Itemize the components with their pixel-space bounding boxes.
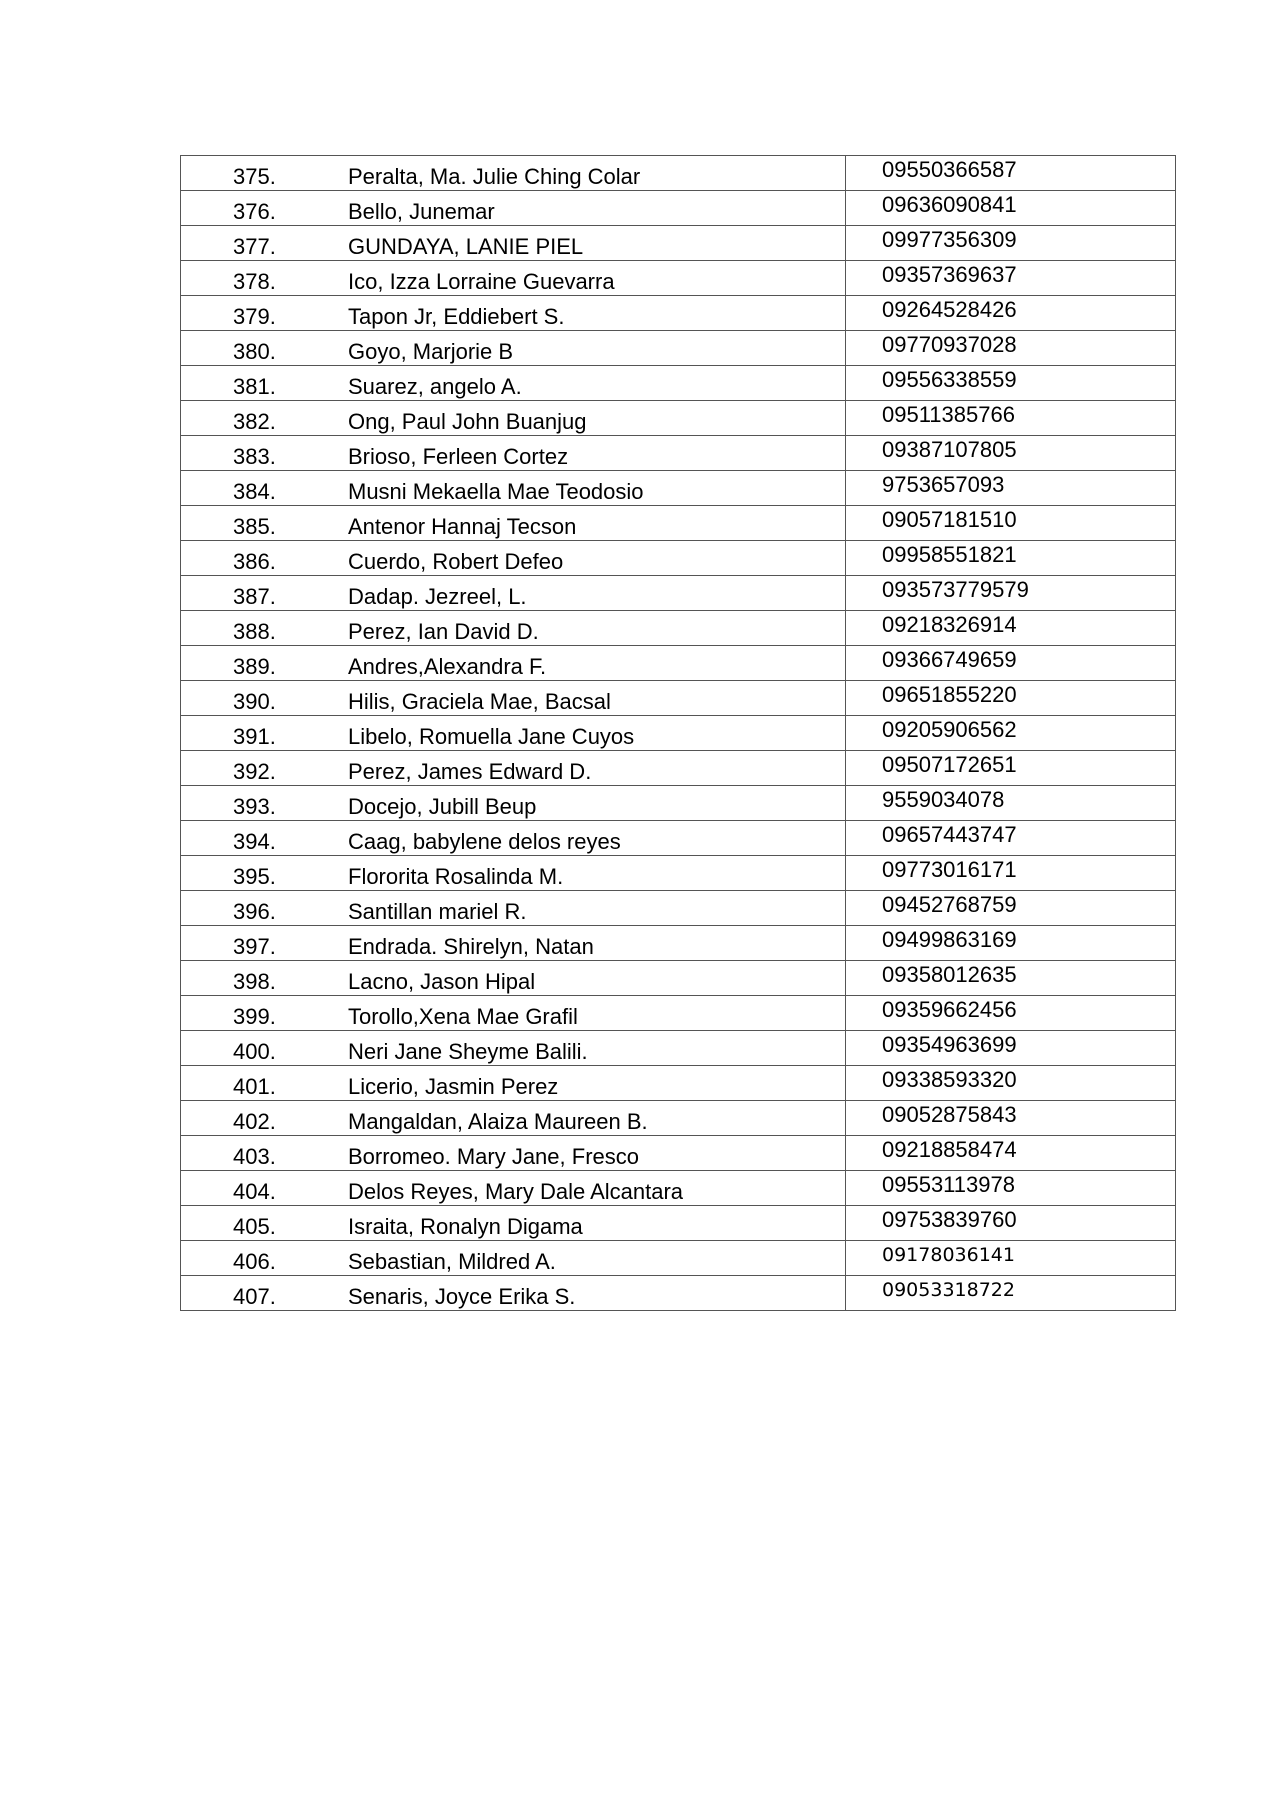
name-cell — [181, 576, 846, 611]
phone-number: 09499863169 — [846, 926, 1176, 961]
name-cell — [181, 401, 846, 436]
table-row — [181, 541, 1176, 576]
name-cell — [181, 786, 846, 821]
phone-number: 09366749659 — [846, 646, 1176, 681]
phone-number: 9753657093 — [846, 471, 1176, 506]
row-number: 398. — [233, 969, 276, 994]
row-number: 378. — [233, 269, 276, 294]
roster-table — [180, 155, 1176, 1311]
row-number: 382. — [233, 409, 276, 434]
person-name: GUNDAYA, LANIE PIEL — [348, 234, 584, 259]
table-row — [181, 786, 1176, 821]
row-number: 381. — [233, 374, 276, 399]
row-number: 386. — [233, 549, 276, 574]
phone-number: 09178036141 — [846, 1241, 1176, 1276]
phone-number: 09354963699 — [846, 1031, 1176, 1066]
person-name: Musni Mekaella Mae Teodosio — [348, 479, 644, 504]
person-name: Caag, babylene delos reyes — [348, 829, 621, 854]
person-name: Delos Reyes, Mary Dale Alcantara — [348, 1179, 684, 1204]
person-name: Brioso, Ferleen Cortez — [348, 444, 569, 469]
row-number: 402. — [233, 1109, 276, 1134]
row-number: 393. — [233, 794, 276, 819]
person-name: Cuerdo, Robert Defeo — [348, 549, 564, 574]
name-cell — [181, 751, 846, 786]
name-cell — [181, 506, 846, 541]
row-number: 380. — [233, 339, 276, 364]
person-name: Perez, James Edward D. — [348, 759, 592, 784]
phone-number: 09977356309 — [846, 226, 1176, 261]
table-row — [181, 471, 1176, 506]
table-row — [181, 996, 1176, 1031]
phone-number: 09958551821 — [846, 541, 1176, 576]
person-name: Ico, Izza Lorraine Guevarra — [348, 269, 615, 294]
phone-number: 09052875843 — [846, 1101, 1176, 1136]
phone-number: 09770937028 — [846, 331, 1176, 366]
name-cell — [181, 891, 846, 926]
row-number: 399. — [233, 1004, 276, 1029]
row-number: 389. — [233, 654, 276, 679]
name-cell — [181, 961, 846, 996]
row-number: 404. — [233, 1179, 276, 1204]
name-cell — [181, 471, 846, 506]
row-number: 377. — [233, 234, 276, 259]
row-number: 388. — [233, 619, 276, 644]
phone-number: 09359662456 — [846, 996, 1176, 1031]
phone-number: 09205906562 — [846, 716, 1176, 751]
table-row — [181, 1066, 1176, 1101]
name-cell — [181, 926, 846, 961]
name-cell — [181, 1136, 846, 1171]
phone-number: 9559034078 — [846, 786, 1176, 821]
table-row — [181, 261, 1176, 296]
person-name: Dadap. Jezreel, L. — [348, 584, 527, 609]
name-cell — [181, 296, 846, 331]
phone-number: 09358012635 — [846, 961, 1176, 996]
table-row — [181, 366, 1176, 401]
table-row — [181, 1241, 1176, 1276]
table-row — [181, 1101, 1176, 1136]
phone-number: 09651855220 — [846, 681, 1176, 716]
person-name: Flororita Rosalinda M. — [348, 864, 564, 889]
row-number: 383. — [233, 444, 276, 469]
row-number: 397. — [233, 934, 276, 959]
table-row — [181, 436, 1176, 471]
phone-number: 09657443747 — [846, 821, 1176, 856]
table-row — [181, 646, 1176, 681]
table-row — [181, 751, 1176, 786]
row-number: 403. — [233, 1144, 276, 1169]
person-name: Mangaldan, Alaiza Maureen B. — [348, 1109, 648, 1134]
table-row — [181, 401, 1176, 436]
table-row — [181, 611, 1176, 646]
table-row — [181, 1206, 1176, 1241]
person-name: Peralta, Ma. Julie Ching Colar — [348, 164, 641, 189]
name-cell — [181, 1066, 846, 1101]
name-cell — [181, 1241, 846, 1276]
name-cell — [181, 996, 846, 1031]
phone-number: 09753839760 — [846, 1206, 1176, 1241]
person-name: Docejo, Jubill Beup — [348, 794, 537, 819]
name-cell — [181, 226, 846, 261]
phone-number: 093573779579 — [846, 576, 1176, 611]
phone-number: 09773016171 — [846, 856, 1176, 891]
phone-number: 09636090841 — [846, 191, 1176, 226]
roster-table-body — [181, 156, 1176, 1311]
row-number: 392. — [233, 759, 276, 784]
name-cell — [181, 366, 846, 401]
table-row — [181, 681, 1176, 716]
person-name: Antenor Hannaj Tecson — [348, 514, 577, 539]
table-row — [181, 576, 1176, 611]
row-number: 395. — [233, 864, 276, 889]
person-name: Licerio, Jasmin Perez — [348, 1074, 559, 1099]
phone-number: 09264528426 — [846, 296, 1176, 331]
row-number: 384. — [233, 479, 276, 504]
phone-number: 09511385766 — [846, 401, 1176, 436]
phone-number: 09218858474 — [846, 1136, 1176, 1171]
row-number: 375. — [233, 164, 276, 189]
person-name: Libelo, Romuella Jane Cuyos — [348, 724, 635, 749]
table-row — [181, 1276, 1176, 1311]
row-number: 387. — [233, 584, 276, 609]
table-row — [181, 891, 1176, 926]
name-cell — [181, 436, 846, 471]
phone-number: 09452768759 — [846, 891, 1176, 926]
name-cell — [181, 716, 846, 751]
name-cell — [181, 1101, 846, 1136]
person-name: Suarez, angelo A. — [348, 374, 522, 399]
row-number: 405. — [233, 1214, 276, 1239]
phone-number: 09338593320 — [846, 1066, 1176, 1101]
person-name: Endrada. Shirelyn, Natan — [348, 934, 594, 959]
phone-number: 09553113978 — [846, 1171, 1176, 1206]
person-name: Torollo,Xena Mae Grafil — [348, 1004, 578, 1029]
name-cell — [181, 1206, 846, 1241]
person-name: Ong, Paul John Buanjug — [348, 409, 587, 434]
name-cell — [181, 646, 846, 681]
phone-number: 09556338559 — [846, 366, 1176, 401]
person-name: Senaris, Joyce Erika S. — [348, 1284, 576, 1309]
phone-number: 09507172651 — [846, 751, 1176, 786]
table-row — [181, 506, 1176, 541]
table-row — [181, 331, 1176, 366]
person-name: Perez, Ian David D. — [348, 619, 539, 644]
row-number: 400. — [233, 1039, 276, 1064]
row-number: 406. — [233, 1249, 276, 1274]
person-name: Lacno, Jason Hipal — [348, 969, 536, 994]
phone-number: 09057181510 — [846, 506, 1176, 541]
phone-number: 09387107805 — [846, 436, 1176, 471]
table-row — [181, 856, 1176, 891]
phone-number: 09357369637 — [846, 261, 1176, 296]
table-row — [181, 1136, 1176, 1171]
person-name: Bello, Junemar — [348, 199, 495, 224]
name-cell — [181, 541, 846, 576]
name-cell — [181, 1276, 846, 1311]
name-cell — [181, 1171, 846, 1206]
row-number: 390. — [233, 689, 276, 714]
name-cell — [181, 611, 846, 646]
phone-number: 09053318722 — [846, 1276, 1176, 1311]
phone-number: 09550366587 — [846, 156, 1176, 191]
name-cell — [181, 191, 846, 226]
row-number: 379. — [233, 304, 276, 329]
table-row — [181, 1031, 1176, 1066]
name-cell — [181, 156, 846, 191]
row-number: 407. — [233, 1284, 276, 1309]
row-number: 396. — [233, 899, 276, 924]
person-name: Tapon Jr, Eddiebert S. — [348, 304, 565, 329]
row-number: 376. — [233, 199, 276, 224]
row-number: 385. — [233, 514, 276, 539]
table-row — [181, 926, 1176, 961]
table-row — [181, 716, 1176, 751]
person-name: Borromeo. Mary Jane, Fresco — [348, 1144, 639, 1169]
name-cell — [181, 856, 846, 891]
person-name: Hilis, Graciela Mae, Bacsal — [348, 689, 611, 714]
person-name: Israita, Ronalyn Digama — [348, 1214, 583, 1239]
name-cell — [181, 821, 846, 856]
person-name: Neri Jane Sheyme Balili. — [348, 1039, 588, 1064]
person-name: Santillan mariel R. — [348, 899, 527, 924]
table-row — [181, 296, 1176, 331]
phone-number: 09218326914 — [846, 611, 1176, 646]
table-row — [181, 191, 1176, 226]
row-number: 391. — [233, 724, 276, 749]
table-row — [181, 821, 1176, 856]
table-row — [181, 156, 1176, 191]
name-cell — [181, 261, 846, 296]
name-cell — [181, 681, 846, 716]
name-cell — [181, 1031, 846, 1066]
person-name: Sebastian, Mildred A. — [348, 1249, 556, 1274]
name-cell — [181, 331, 846, 366]
person-name: Andres,Alexandra F. — [348, 654, 547, 679]
row-number: 401. — [233, 1074, 276, 1099]
person-name: Goyo, Marjorie B — [348, 339, 514, 364]
table-row — [181, 1171, 1176, 1206]
table-row — [181, 961, 1176, 996]
table-row — [181, 226, 1176, 261]
row-number: 394. — [233, 829, 276, 854]
